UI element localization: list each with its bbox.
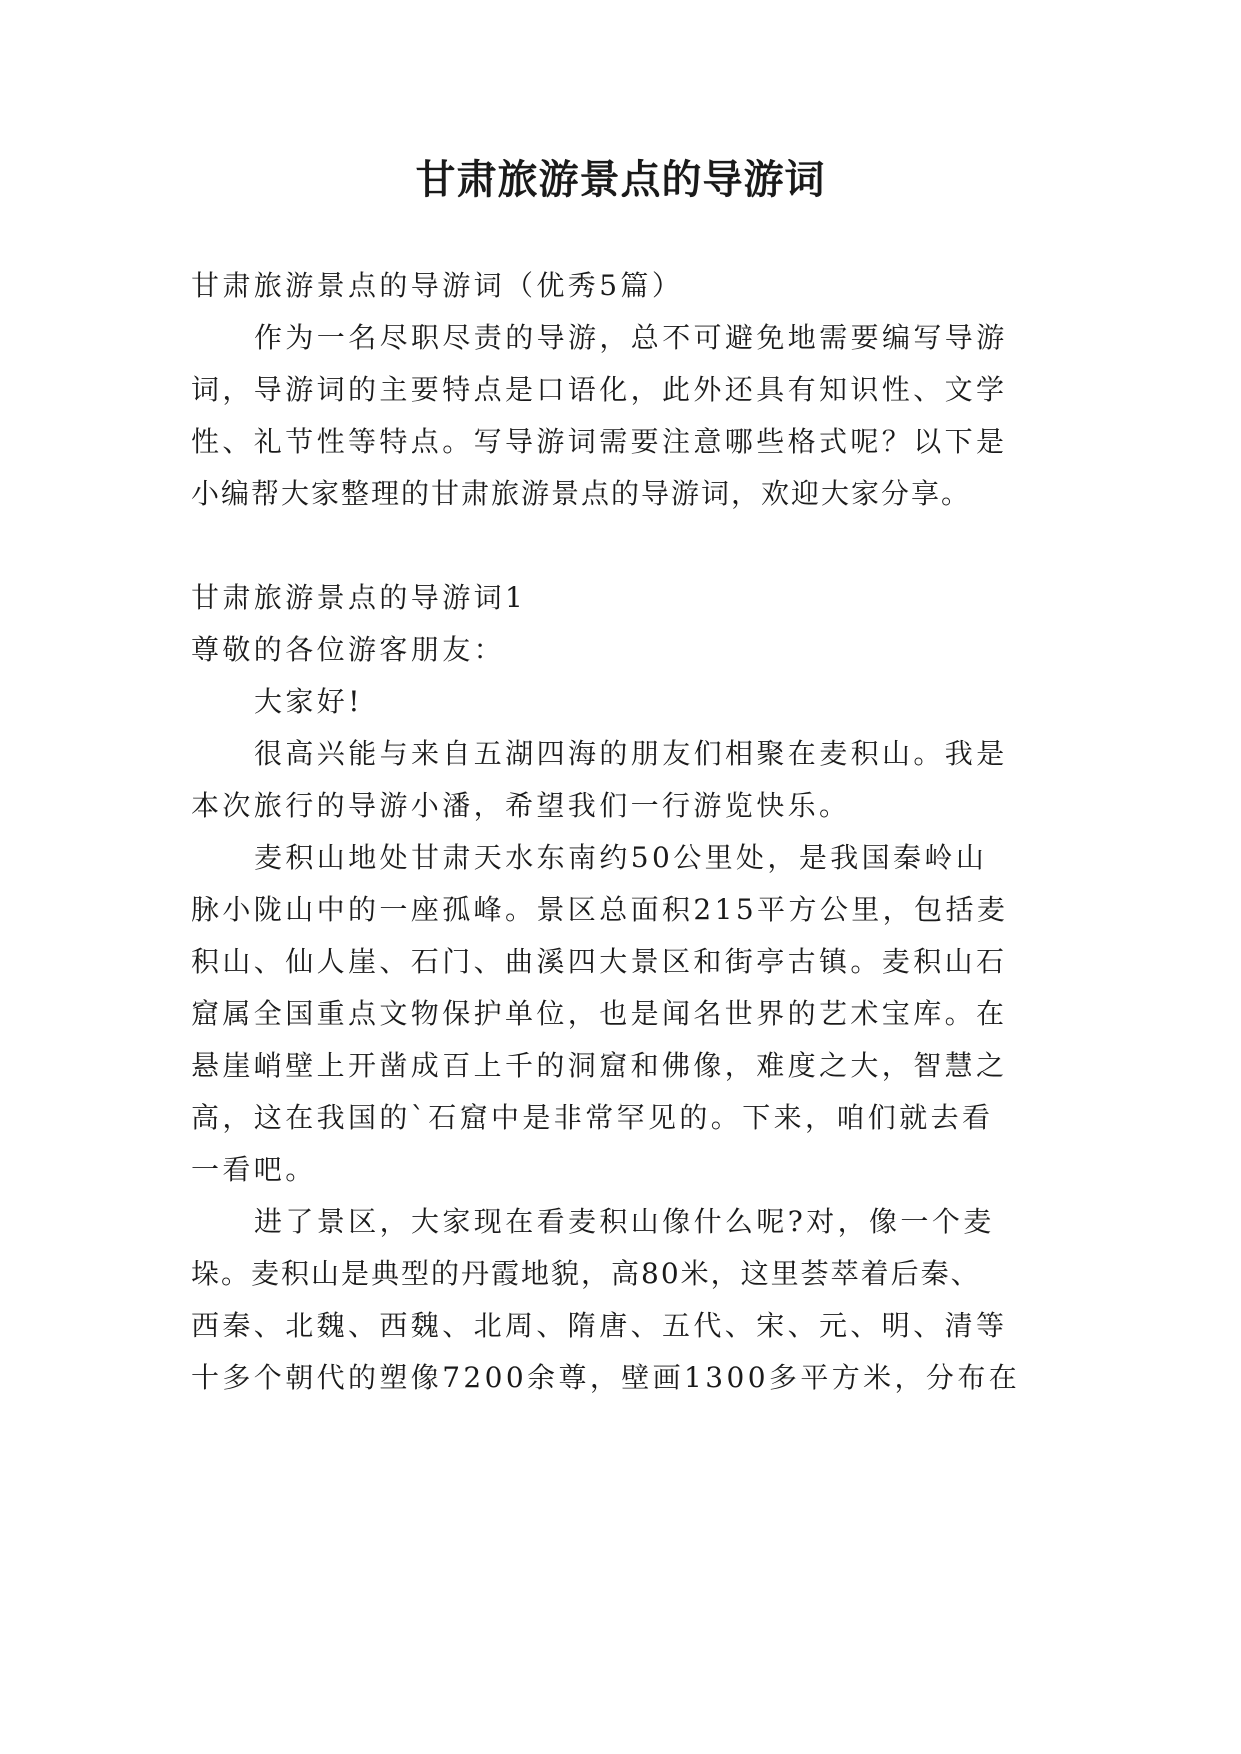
paragraph-line: 窟属全国重点文物保护单位，也是闻名世界的艺术宝库。在	[191, 997, 1008, 1030]
paragraph-line: 作为一名尽职尽责的导游，总不可避免地需要编写导游	[254, 321, 1008, 354]
paragraph-line: 高，这在我国的`石窟中是非常罕见的。下来，咱们就去看	[191, 1101, 994, 1134]
section-heading: 甘肃旅游景点的导游词1	[191, 581, 527, 614]
paragraph-line: 悬崖峭壁上开凿成百上千的洞窟和佛像，难度之大，智慧之	[191, 1049, 1008, 1082]
paragraph-line: 十多个朝代的塑像7200余尊，壁画1300多平方米，分布在	[191, 1361, 1021, 1394]
paragraph-line: 一看吧。	[191, 1153, 317, 1186]
paragraph-line: 脉小陇山中的一座孤峰。景区总面积215平方公里，包括麦	[191, 893, 1009, 926]
paragraph-line: 本次旅行的导游小潘，希望我们一行游览快乐。	[191, 789, 851, 822]
paragraph-line: 西秦、北魏、西魏、北周、隋唐、五代、宋、元、明、清等	[191, 1309, 1008, 1342]
greeting-line: 大家好!	[254, 685, 363, 718]
paragraph-line: 进了景区，大家现在看麦积山像什么呢?对，像一个麦	[254, 1205, 995, 1238]
salutation-line: 尊敬的各位游客朋友：	[191, 633, 506, 666]
paragraph-line: 词，导游词的主要特点是口语化，此外还具有知识性、文学	[191, 373, 1008, 406]
document-title: 甘肃旅游景点的导游词	[415, 156, 826, 203]
paragraph-line: 积山、仙人崖、石门、曲溪四大景区和街亭古镇。麦积山石	[191, 945, 1008, 978]
paragraph-line: 性、礼节性等特点。写导游词需要注意哪些格式呢？以下是	[191, 425, 1008, 458]
paragraph-line: 很高兴能与来自五湖四海的朋友们相聚在麦积山。我是	[254, 737, 1008, 770]
paragraph-line: 麦积山地处甘肃天水东南约50公里处，是我国秦岭山	[254, 841, 988, 874]
paragraph-line: 垛。麦积山是典型的丹霞地貌，高80米，这里荟萃着后秦、	[191, 1257, 981, 1290]
subtitle-line: 甘肃旅游景点的导游词（优秀5篇）	[191, 269, 684, 302]
paragraph-line: 小编帮大家整理的甘肃旅游景点的导游词，欢迎大家分享。	[191, 477, 972, 510]
